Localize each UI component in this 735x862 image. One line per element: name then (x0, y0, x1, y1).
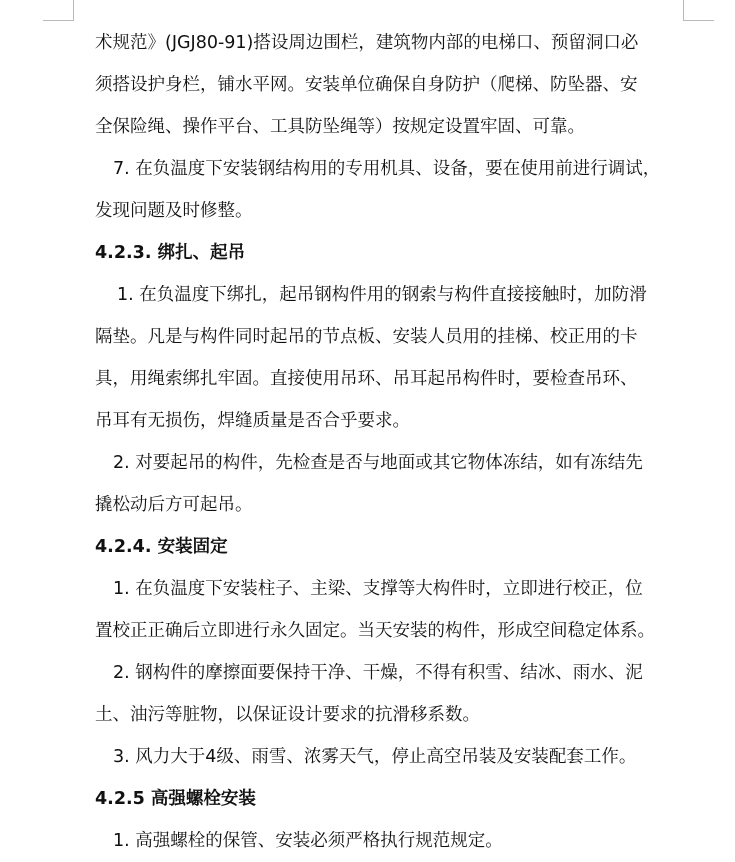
paragraph-line: 须搭设护身栏，铺水平网。安装单位确保自身防护（爬梯、防坠器、安 (95, 75, 638, 95)
paragraph-line: 全保险绳、操作平台、工具防坠绳等）按规定设置牢固、可靠。 (95, 117, 585, 137)
paragraph-line: 3. 风力大于4级、雨雪、浓雾天气，停止高空吊装及安装配套工作。 (113, 747, 637, 767)
section-heading-4-2-4: 4.2.4. 安装固定 (95, 537, 228, 557)
crop-mark-top-right (683, 0, 714, 21)
paragraph-line: 1. 高强螺栓的保管、安装必须严格执行规范规定。 (113, 831, 503, 851)
paragraph-line: 撬松动后方可起吊。 (95, 495, 253, 515)
paragraph-line: 术规范》(JGJ80-91)搭设周边围栏，建筑物内部的电梯口、预留洞口必 (95, 33, 639, 53)
paragraph-line: 置校正正确后立即进行永久固定。当天安装的构件，形成空间稳定体系。 (95, 621, 655, 641)
paragraph-line: 7. 在负温度下安装钢结构用的专用机具、设备，要在使用前进行调试， (113, 159, 661, 179)
crop-mark-top-left (43, 0, 74, 21)
section-heading-4-2-5: 4.2.5 高强螺栓安装 (95, 789, 256, 809)
paragraph-line: 1. 在负温度下绑扎，起吊钢构件用的钢索与构件直接接触时，加防滑 (117, 285, 647, 305)
paragraph-line: 隔垫。凡是与构件同时起吊的节点板、安装人员用的挂梯、校正用的卡 (95, 327, 638, 347)
paragraph-line: 具，用绳索绑扎牢固。直接使用吊环、吊耳起吊构件时，要检查吊环、 (95, 369, 638, 389)
section-heading-4-2-3: 4.2.3. 绑扎、起吊 (95, 243, 246, 263)
paragraph-line: 土、油污等脏物，以保证设计要求的抗滑移系数。 (95, 705, 480, 725)
paragraph-line: 吊耳有无损伤，焊缝质量是否合乎要求。 (95, 411, 410, 431)
paragraph-line: 发现问题及时修整。 (95, 201, 253, 221)
paragraph-line: 1. 在负温度下安装柱子、主梁、支撑等大构件时，立即进行校正，位 (113, 579, 643, 599)
document-body (95, 22, 685, 862)
paragraph-line: 2. 钢构件的摩擦面要保持干净、干燥，不得有积雪、结冰、雨水、泥 (113, 663, 643, 683)
paragraph-line: 2. 对要起吊的构件，先检查是否与地面或其它物体冻结，如有冻结先 (113, 453, 643, 473)
